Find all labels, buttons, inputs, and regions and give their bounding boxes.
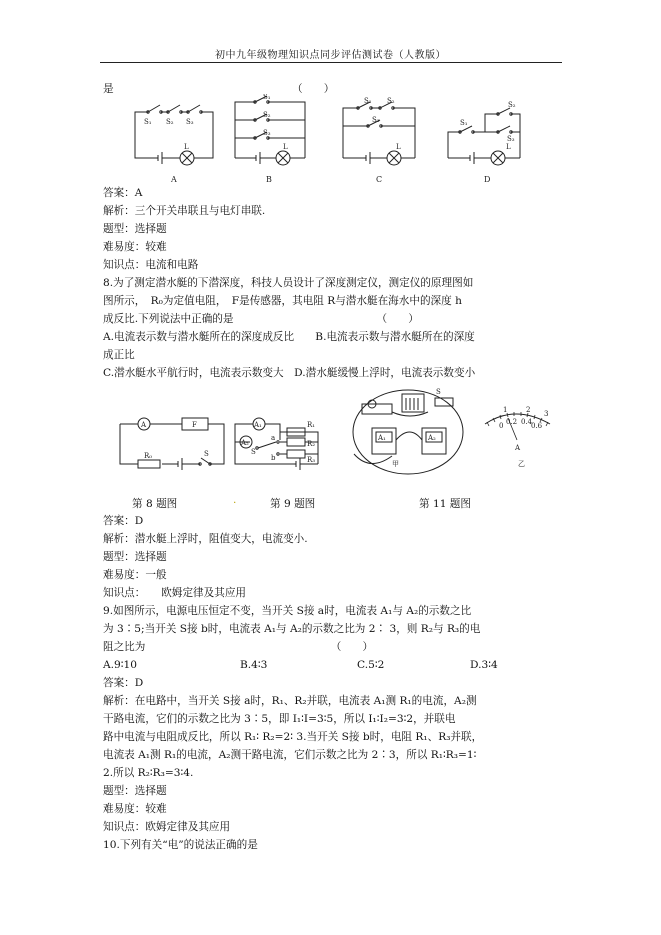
fig11-tick-06: 0.6 bbox=[531, 422, 543, 430]
q9-knowledge: 知识点：欧姆定律及其应用 bbox=[103, 821, 231, 833]
q7-analysis: 解析：三个开关串联且与电灯串联. bbox=[103, 205, 266, 217]
caption-fig8: 第 8 题图 bbox=[132, 498, 178, 510]
q8-line-3: 成反比.下列说法中正确的是 （ ） bbox=[103, 313, 419, 325]
q10-line-1: 10.下列有关“电”的说法正确的是 bbox=[103, 839, 258, 851]
q9-line-2: 为 3∶5;当开关 S接 b时，电流表 A₁与 A₂的示数之比为 2∶ 3，则 R₂与 R₃的电 bbox=[103, 623, 481, 635]
fig11-tick-1: 1 bbox=[503, 406, 508, 414]
q9-analysis-2: 干路电流，它们的示数之比为 3∶5，即 I₁∶I=3∶5，所以 I₁∶I₂=3∶2，并联电 bbox=[103, 713, 456, 725]
q8-line-6: C.潜水艇水平航行时，电流表示数变大 D.潜水艇缓慢上浮时，电流表示数变小 bbox=[103, 367, 476, 379]
fig9-r1-label: R₁ bbox=[307, 421, 316, 429]
q7-type: 题型：选择题 bbox=[103, 223, 167, 235]
fig11-tick-2: 2 bbox=[526, 406, 531, 414]
q7-knowledge: 知识点：电流和电路 bbox=[103, 259, 199, 271]
fig11-jia-label: 甲 bbox=[392, 460, 399, 468]
q8-line-4: A.电流表示数与潜水艇所在的深度成反比 B.电流表示数与潜水艇所在的深度 bbox=[103, 331, 475, 343]
fig11-switch-label: S bbox=[436, 388, 441, 396]
fig9-r2-label: R₂ bbox=[307, 440, 316, 448]
q8-analysis: 解析：潜水艇上浮时，阻值变大，电流变小. bbox=[103, 533, 308, 545]
fig11-tick-3: 3 bbox=[544, 410, 549, 418]
fig-a-label-s1: S₁ bbox=[144, 118, 152, 126]
caption-fig11: 第 11 题图 bbox=[419, 498, 471, 510]
q9-analysis-5: 2.所以 R₂∶R₃=3∶4. bbox=[103, 767, 194, 779]
q9-line-1: 9.如图所示，电源电压恒定不变，当开关 S接 a时，电流表 A₁与 A₂的示数之比 bbox=[103, 605, 472, 617]
fig11-a1-label: A₁ bbox=[378, 434, 386, 442]
q9-option-a: A.9∶10 bbox=[103, 659, 137, 671]
q9-answer: 答案：D bbox=[103, 677, 144, 689]
fig11-tick-0: 0 bbox=[499, 422, 504, 430]
q8-type: 题型：选择题 bbox=[103, 551, 167, 563]
fig-a-label-s2: S₂ bbox=[166, 118, 174, 126]
fig-b-label-s3: S₃ bbox=[263, 129, 271, 137]
fig9-switch-label: S bbox=[251, 448, 256, 456]
fig-c-label-l: L bbox=[396, 143, 401, 151]
q9-line-3: 阻之比为 （ ） bbox=[103, 641, 374, 653]
fig11-a2-label: A₂ bbox=[428, 434, 436, 442]
q9-option-d: D.3∶4 bbox=[470, 659, 498, 671]
q8-line-2: 图所示， R₀为定值电阻， F是传感器，其电阻 R与潜水艇在海水中的深度 h bbox=[103, 295, 462, 307]
fig8-ammeter-label: A bbox=[141, 421, 147, 429]
fig-label-c: C bbox=[376, 175, 383, 184]
page-header: 初中九年级物理知识点同步评估测试卷（人教版） bbox=[215, 50, 446, 61]
q8-knowledge: 知识点： 欧姆定律及其应用 bbox=[103, 587, 247, 599]
fig-c-label-s1: S₁ bbox=[364, 97, 372, 105]
q7-stem-end: 是 bbox=[103, 83, 114, 95]
fig-b-label-l: L bbox=[283, 143, 288, 151]
fig9-a2-label: A₂ bbox=[241, 439, 249, 447]
caption-dot: . bbox=[233, 494, 237, 506]
fig8-switch-label: S bbox=[204, 450, 209, 458]
q7-answer-paren: （ ） bbox=[292, 83, 335, 95]
q8-line-5: 成正比 bbox=[103, 349, 135, 361]
caption-fig9: 第 9 题图 bbox=[270, 498, 316, 510]
q8-line-1: 8.为了测定潜水艇的下潜深度，科技人员设计了深度测定仪，测定仪的原理图如 bbox=[103, 277, 474, 289]
fig9-a-terminal: a bbox=[271, 434, 276, 442]
fig11-tick-04: 0.4 bbox=[521, 418, 533, 426]
q9-type: 题型：选择题 bbox=[103, 785, 167, 797]
fig-a-label-s3: S₃ bbox=[186, 118, 194, 126]
fig-b-label-s2: S₂ bbox=[263, 111, 271, 119]
fig-b-label-s1: S₁ bbox=[263, 94, 271, 101]
q9-option-c: C.5∶2 bbox=[357, 659, 385, 671]
fig11-yi-label: 乙 bbox=[518, 460, 525, 468]
q7-answer: 答案：A bbox=[103, 187, 143, 199]
fig11-dial-label: A bbox=[515, 444, 521, 452]
header-rule bbox=[100, 62, 562, 63]
fig11-tick-02: 0.2 bbox=[506, 418, 518, 426]
q9-option-b: B.4∶3 bbox=[240, 659, 268, 671]
fig-d-label-s2: S₂ bbox=[508, 101, 516, 109]
q7-difficulty: 难易度：较难 bbox=[103, 241, 167, 253]
fig-label-b: B bbox=[266, 175, 272, 184]
q9-analysis-4: 电流表 A₁测 R₁的电流，A₂测干路电流，它们示数之比为 2∶3，所以 R₁∶R₃=1∶ bbox=[103, 749, 477, 761]
fig9-a1-label: A₁ bbox=[254, 421, 262, 429]
q9-analysis-1: 解析：在电路中，当开关 S接 a时，R₁、R₂并联，电流表 A₁测 R₁的电流，A₂测 bbox=[103, 695, 477, 707]
fig9-b-terminal: b bbox=[271, 454, 276, 462]
q9-analysis-3: 路中电流与电阻成反比，所以 R₁∶ R₂=2∶ 3.当开关 S接 b时，电阻 R₁、R₃并联， bbox=[103, 731, 483, 743]
q9-difficulty: 难易度：较难 bbox=[103, 803, 167, 815]
fig8-r0-label: R₀ bbox=[144, 452, 153, 460]
fig-d-label-s1: S₁ bbox=[460, 119, 468, 127]
fig-a-label-l: L bbox=[184, 143, 189, 151]
figures-row bbox=[110, 384, 570, 492]
fig-c-label-s2: S₂ bbox=[387, 97, 395, 105]
q7-circuit-figures bbox=[100, 94, 540, 186]
fig-label-d: D bbox=[484, 175, 491, 184]
fig-c-label-s3: S₃ bbox=[372, 116, 380, 124]
q8-answer: 答案：D bbox=[103, 515, 144, 527]
fig-label-a: A bbox=[171, 175, 177, 184]
q8-difficulty: 难易度：一般 bbox=[103, 569, 167, 581]
fig9-r3-label: R₃ bbox=[307, 456, 316, 464]
fig-d-label-l: L bbox=[506, 143, 511, 151]
fig-d-label-s3: S₃ bbox=[507, 135, 515, 143]
fig8-sensor-label: F bbox=[192, 421, 197, 429]
